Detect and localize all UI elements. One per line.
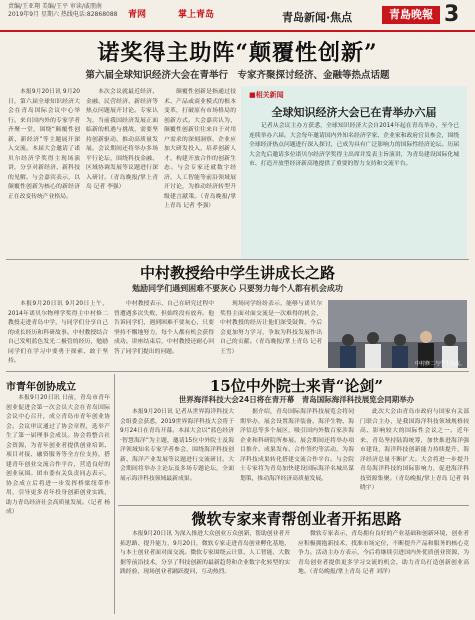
header-meta-line1: 责编/王亚翔 美编/王平 审读/戚朋南 <box>8 3 102 10</box>
story3-body: 本报9月20日讯 日前，青岛市青年创业促进会第一次会员大会在青岛国际会议中心召开，成立青岛市青年创业协会。会议审议通过了协会章程，选举产生了第一届理事会成员。协会将整合社会资源，为青年创业者提供创业培训、项目对接、融资服务等全方位支持，搭建青年创业交流合作平台，营造良好的创业氛围。团市委有关负责同志表示，协会成立后将进一步发挥桥梁纽带作用，引导更多青年投身创新创业实践，助力青岛经济社会高质量发展。（记者 杨成） <box>6 395 110 515</box>
divider <box>118 505 469 506</box>
story4-column-2: 据介绍，青岛国际海洋科技展览会将同期举办，展会设置海洋装备、海洋生物、海洋信息等多个展区，吸引国内外数百家涉海企业和科研院所参展。展会期间还将举办项目推介、成果发布、合作签约等活动，为海洋科技成果转化搭建交流合作平台。与会院士专家将为青岛加快建设国际海洋名城出谋划策，推动海洋经济高质量发展。 <box>240 409 354 482</box>
story4-column-1: 本报9月20日讯 记者从世界海洋科技大会组委会获悉，2019世界海洋科技大会将于9月24日在青岛开幕。本届大会以“蓝色经济·智慧海洋”为主题，邀请15位中外院士及海洋领域知名专家学者参会，围绕海洋科技创新、海洋产业发展等议题进行交流研讨。大会期间将举办主论坛及多场专题论坛，全面展示海洋科技领域最新成果。 <box>120 409 234 482</box>
logo-qingwang: 青网 <box>128 10 147 20</box>
related-news-body: 记者从会议主办方获悉，全球知识经济大会自2014年起在青岛举办，至今已连续举办六届。大会每年邀请国内外知名经济学家、企业家和政府官员参会，围绕全球经济热点问题进行深入探讨，已成为具有广泛影响力的国际性经济论坛。历届大会先后邀请多位诺贝尔经济学奖得主出席并发表主旨演讲，为青岛建设国际化城市、打造开放型经济新高地提供了重要的智力支持和交流平台。 <box>249 123 459 168</box>
story1-subhead: 第六届全球知识经济大会在青举行 专家齐聚探讨经济、金融等热点话题 <box>85 70 390 81</box>
photo-caption: 中村修二与学生交流。 <box>414 361 465 367</box>
page-number: 3 <box>444 2 460 27</box>
divider <box>6 371 469 372</box>
story4-subhead: 世界海洋科技大会24日将在青开幕 青岛国际海洋科技展览会同期举办 <box>178 395 415 404</box>
page-header <box>0 0 475 32</box>
story2-column-3: 现场同学纷纷表示，能够与诺贝尔奖得主面对面交流是一次难得的机会，中村教授的经历让他们深受鼓舞，今后会更加努力学习，争取为科技发展作出自己的贡献。（青岛晚报/掌上青岛 记者 王雪） <box>220 301 322 355</box>
related-news-headline: 全球知识经济大会已在青举办六届 <box>271 106 437 119</box>
story2-headline: 中村教授给中学生讲成长之路 <box>139 264 335 282</box>
header-meta-line2: 2019年9月 星期六 热线电话:82868088 <box>8 11 118 18</box>
story5-column-1: 本报9月20日讯 为深入推进大众创业万众创新，帮助创业者开拓思路、提升能力，9月20日，微软专家走进青岛创业孵化基地，与本土创业者面对面交流。微软专家围绕云计算、人工智能、大数据等前沿技术，分享了科技创新的最新趋势和企业数字化转型的实践经验，现场创业者踊跃提问，互动热烈。 <box>120 531 290 575</box>
header-meta <box>8 3 117 19</box>
classroom-photo-image <box>328 300 467 368</box>
story1-column-2: 本次会议就最近经济、金融、民营经济、新经济等热点问题展开讨论。专家认为，当前我国经济发展正面临新的机遇与挑战，需要坚持创新驱动，推动高质量发展。会议期间还将举办多场平行论坛，围绕科技金融、区域协调发展等议题进行深入研讨。（青岛晚报/掌上青岛 记者 李强） <box>86 89 158 190</box>
divider <box>6 259 469 260</box>
story2-photo <box>328 300 467 368</box>
story3-headline: 市青年创协成立 <box>6 382 76 393</box>
related-news-tag: ■相关新闻 <box>249 91 284 99</box>
story1-column-1: 本报9月20日讯 9月20日，第六届全球知识经济大会在青岛国际会议中心举行。来自国内外的专家学者齐聚一堂，围绕“颠覆性创新、新经济”等主题展开深入交流。本届大会邀请了诺贝尔经济学奖得主现场演讲，分享对新经济、新科技的见解。与会嘉宾表示，以颠覆性创新为核心的新经济正在改变传统产业格局。 <box>8 89 80 200</box>
story4-column-3: 此次大会由青岛市政府与国家有关部门联合主办，是我国海洋科技领域规格较高、影响较大的国际性会议之一。近年来，青岛坚持陆海统筹，加快推进海洋强市建设，海洋科技创新能力持续提升，海洋经济总量不断扩大。大会将进一步提升青岛海洋科技的国际影响力，促进海洋科技资源集聚。（青岛晚报/掌上青岛 记者 韩晓宇） <box>360 409 469 491</box>
column-divider <box>114 374 115 614</box>
story1-column-3: 颠覆性创新是指通过技术、产品或商业模式的根本变革，打破原有市场格局的创新方式。大会嘉宾认为，颠覆性创新往往来自于对用户需求的深刻洞察，企业应加大研发投入，培养创新人才，构建开放合作的创新生态。与会专家还就数字经济、人工智能等前沿领域展开讨论，为推动经济转型升级建言献策。（青岛晚报/掌上青岛 记者 李强） <box>164 89 236 209</box>
story2-column-2: 中村教授表示，自己在研究过程中曾遭遇多次失败，但始终没有放弃。他告诉同学们，遇到困难不要灰心，只要坚持不懈地努力，每个人都有机会获得成功。讲座结束后，中村教授还耐心回答了同学们提出的问题。 <box>114 301 214 355</box>
story1-headline: 诺奖得主助阵“颠覆性创新” <box>97 40 378 66</box>
story5-headline: 微软专家来青帮创业者开拓思路 <box>191 510 402 528</box>
newspaper-brand: 青島晚報 <box>382 6 440 24</box>
story4-headline: 15位中外院士来青“论剑” <box>209 377 384 395</box>
story2-column-1: 本报9月20日讯 9月20日上午，2014年诺贝尔物理学奖得主中村修二教授走进青岛中学，与同学们分享自己的成长经历和科研故事。中村教授结合自己发明蓝色发光二极管的经历，勉励同学们在学习中要勇于探索、敢于坚持。 <box>8 301 108 364</box>
story2-subhead: 勉励同学们遇到困难不要灰心 只要努力每个人都有机会成功 <box>132 284 343 293</box>
logo-zhangshang: 掌上青岛 <box>178 10 215 20</box>
section-title: 青岛新闻·焦点 <box>282 11 353 24</box>
story5-column-2: 微软专家表示，青岛拥有良好的产业基础和创新环境，创业者应积极拥抱新技术，找准市场定位，不断提升产品和服务的核心竞争力。活动主办方表示，今后将继续引进国内外优质创业资源，为青岛创业者提供更多学习交流的机会，助力青岛打造创新创业高地。（青岛晚报/掌上青岛 记者 刘洋） <box>298 531 469 575</box>
related-news-box <box>241 86 467 260</box>
